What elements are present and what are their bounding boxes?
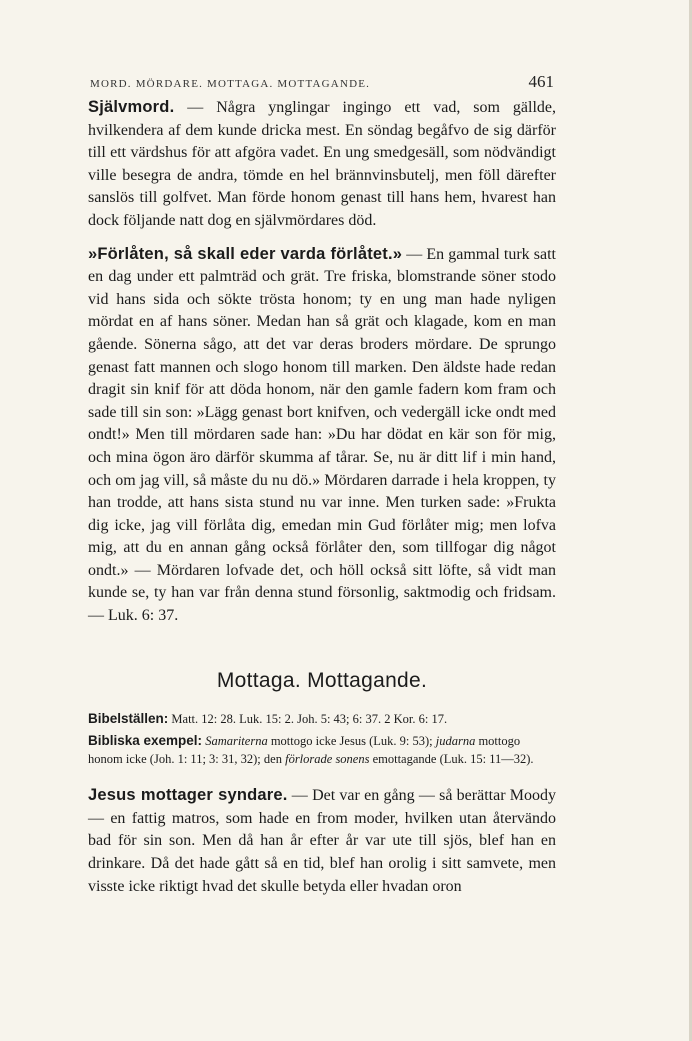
paragraph-text: — Några ynglingar ingingo ett vad, som gällde, hvilkendera af dem kunde dricka mest. En söndag begåfvo de sig därför till ett värdshus för att afgöra vadet. En ung smedgesäll, som nödvändigt ville besegra de andra, tömde en hel brännvinsbutelj, men föll därefter sanslös till golfvet. Man förde honom genast till hans hem, hvarest han dock följande natt dog en självmördares död.: [88, 99, 556, 229]
bible-references-text: Matt. 12: 28. Luk. 15: 2. Joh. 5: 43; 6: 37. 2 Kor. 6: 17.: [171, 711, 448, 726]
spacer: [88, 772, 556, 784]
bible-examples-label: Bibliska exempel:: [88, 733, 203, 749]
bible-examples: [88, 732, 556, 768]
paragraph-text: — En gammal turk satt en dag under ett palmträd och grät. Tre friska, blomstrande söner stodo vid hans sida och sökte trösta honom; ty en ung man hade nyligen mördat en af hans söner. Medan han så grät och klagade, kom en man gående. Sönerna sågo, att det var deras broders mördare. De sprungo genast fatt mannen och slogo honom till marken. Den äldste hade redan dragit sin knif för att döda honom, när den gamle fadern kom fram och sade till sin son: »Lägg genast bort knifven, och vedergäll icke ondt med ondt!» Men till mördaren sade han: »Du har dödat en kär son för mig, och mina ögon äro därför skumma af tårar. Se, nu är ditt lif i min hand, och om jag vill, så måste du nu dö.» Mördaren darrade i hela kroppen, ty han trodde, att hans sista stund nu var inne. Men turken sade: »Frukta dig icke, jag vill förlåta dig, emedan min Gud förlåter mig; men lofva mig, att du en annan gång också förlåter den, som tillfogar dig något ondt.» — Mördaren lofvade det, och höll också sitt löfte, så vidt man kunde se, ty han var från denna stund försonlig, saktmodig och fridsam. — Luk. 6: 37.: [88, 245, 556, 625]
example-italic: Samariterna: [205, 734, 268, 749]
bible-references: [88, 710, 556, 729]
section-title: Mottaga. Mottagande.: [216, 668, 428, 692]
bible-references-label: Bibelställen:: [88, 710, 169, 726]
paragraph-sjalvmord: [88, 96, 556, 233]
running-title: MORD. MÖRDARE. MOTTAGA. MOTTAGANDE.: [90, 78, 371, 90]
example-italic: förlorade sonens: [285, 751, 370, 766]
example-text: mottogo icke Jesus (Luk. 9: 53);: [267, 734, 436, 749]
example-text: mottogo honom icke (Joh. 1: 11; 3: 31, 32); den: [88, 734, 521, 766]
example-italic: judarna: [435, 734, 476, 749]
paragraph-text: — Det var en gång — så berättar Moody — en fattig matros, som hade en from moder, hvilken utan återvändo bad för sin son. Men då han år efter år var ute till sjös, blef han en drinkare. Då det hade gått så en tid, blef han orolig i sitt samvete, men visste icke riktigt hvad det skulle betyda eller hvadan oron: [88, 787, 557, 895]
running-head: [90, 72, 554, 92]
page-number: 461: [528, 72, 554, 91]
paragraph-jesus-mottager: [88, 784, 556, 898]
paragraph-heading: Jesus mottager syndare.: [88, 786, 288, 805]
paragraph-heading: Självmord.: [88, 98, 175, 116]
example-text: emottagande (Luk. 15: 11—32).: [369, 751, 534, 766]
paragraph-heading: »Förlåten, så skall eder varda förlåtet.»: [88, 244, 403, 263]
paragraph-forlaten: [88, 243, 556, 628]
page-body: [88, 96, 556, 908]
